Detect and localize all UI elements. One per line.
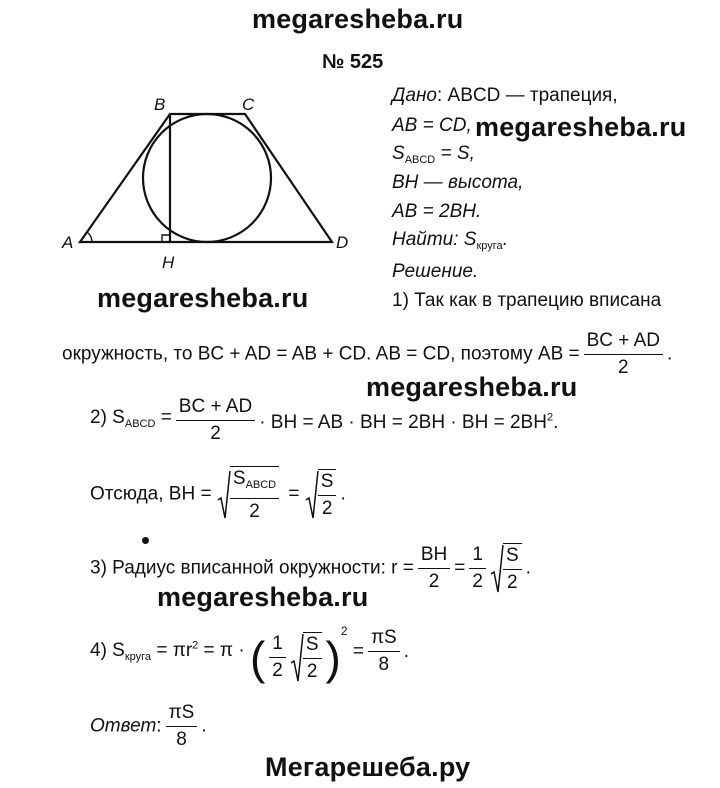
step2-frac-den: 2 (210, 423, 221, 444)
step4-half-num: 1 (269, 633, 286, 658)
s-rest: = S, (435, 143, 475, 164)
sqrt-s-2 (305, 469, 341, 520)
step2-sup: 2 (546, 411, 554, 424)
step2-eq: = (155, 406, 172, 428)
step2-rest: · BH = AB · BH = 2BH · BH = 2BH (259, 412, 547, 434)
step4-result (368, 627, 400, 676)
step3-half-den: 2 (472, 571, 483, 592)
answer-line (90, 702, 207, 751)
otsyuda-den: 2 (249, 501, 260, 522)
label-a: A (62, 233, 74, 252)
angle-mark-a (87, 232, 92, 242)
step4-line (90, 620, 409, 683)
left-paren: ( (249, 631, 266, 684)
given-line-3 (392, 143, 475, 171)
label-b: B (154, 95, 166, 114)
answer-label: Ответ (90, 715, 157, 737)
otsyuda-line (90, 466, 346, 523)
step3-prefix: 3) Радиус вписанной окружности: r = (90, 557, 414, 579)
answer-colon: : (156, 715, 162, 737)
step4-eq2: = π · (198, 640, 245, 662)
step4-res-num: πS (368, 627, 400, 652)
right-paren: ) (325, 631, 341, 684)
otsyuda-eq: = (288, 483, 300, 505)
answer-fraction (166, 702, 198, 751)
step2-sub: ABCD (124, 417, 156, 430)
find-label: Найти (392, 229, 454, 250)
step4-sqrt (290, 632, 326, 683)
otsyuda-num-s: S (232, 468, 246, 489)
step1-fraction (584, 330, 663, 379)
given-line-1 (392, 85, 618, 107)
step3-sq-den: 2 (507, 572, 518, 593)
sqrt-sabcd (217, 466, 283, 523)
step3-frac-num: BH (418, 544, 450, 569)
step2-prefix: 2) S (90, 406, 125, 428)
step4-sub: круга (124, 651, 152, 664)
step4-sq-num: S (303, 634, 322, 659)
find-dot: . (502, 229, 508, 250)
s-symbol: S (392, 143, 405, 164)
given-line-2: AB = CD, (392, 115, 472, 136)
step4-res-den: 8 (378, 654, 390, 676)
step4-sq-den: 2 (306, 661, 318, 683)
step1-text: окружность, то BC + AD = AB + CD. AB = CD, поэтому AB = (62, 343, 580, 365)
otsyuda-end: . (340, 483, 346, 505)
step2-fraction (176, 396, 255, 445)
step3-eq: = (454, 557, 466, 579)
step4-sup: 2 (192, 640, 199, 653)
step4-half-den: 2 (272, 660, 283, 682)
given-line-4: BH — высота, (392, 172, 524, 193)
step4-eq1: = πr (151, 640, 193, 662)
step2-line (90, 396, 558, 445)
otsyuda-num-sub: ABCD (245, 479, 277, 491)
watermark-below-figure: megaresheba.ru (97, 283, 309, 313)
inscribed-circle (143, 114, 271, 242)
watermark-lower: megaresheba.ru (157, 582, 369, 612)
watermark-top: megaresheba.ru (252, 4, 464, 34)
otsyuda-num2: S (318, 471, 337, 496)
label-c: C (242, 95, 255, 114)
step4-end: . (403, 640, 410, 662)
step3-fraction (418, 544, 450, 593)
watermark-mid-right: megaresheba.ru (475, 112, 687, 142)
step3-sq-num: S (503, 545, 522, 570)
find-line (392, 229, 508, 257)
step4-paren-group (250, 620, 348, 683)
answer-end: . (201, 715, 207, 737)
given-line-5: AB = 2BH. (392, 201, 482, 222)
step1-line1: 1) Так как в трапецию вписана (392, 290, 662, 311)
step1-end: . (667, 343, 673, 365)
find-s: : S (453, 229, 477, 250)
step4-half (269, 633, 286, 682)
find-subscript: круга (476, 240, 503, 252)
step3-frac-den: 2 (428, 571, 440, 592)
trapezoid-shape (80, 114, 332, 242)
step3-half-num: 1 (469, 544, 486, 569)
watermark-mid: megaresheba.ru (366, 372, 578, 402)
otsyuda-den2: 2 (321, 498, 333, 519)
step4-eq3: = (352, 640, 364, 662)
solution-label: Решение. (392, 261, 479, 282)
step3-sqrt (490, 543, 526, 594)
step4-pow: 2 (340, 624, 348, 638)
step1-frac-den: 2 (618, 357, 629, 378)
step1-frac-num: BC + AD (584, 330, 663, 355)
given-text: : ABCD — трапеция, (436, 85, 618, 106)
watermark-footer: Мегарешеба.ру (265, 752, 471, 782)
answer-den: 8 (176, 729, 187, 750)
s-subscript: ABCD (404, 154, 436, 166)
problem-number: № 525 (322, 51, 384, 73)
given-label: Дано (392, 85, 437, 106)
step3-end: . (525, 557, 531, 579)
answer-num: πS (166, 702, 198, 727)
step2-frac-num: BC + AD (176, 396, 255, 421)
label-d: D (336, 233, 349, 252)
otsyuda-prefix: Отсюда, BH = (90, 483, 212, 505)
label-h: H (162, 253, 175, 272)
trapezoid-figure (60, 92, 380, 272)
step3-half (469, 544, 486, 593)
step2-end: . (553, 412, 559, 434)
step4-prefix: 4) S (90, 640, 125, 662)
